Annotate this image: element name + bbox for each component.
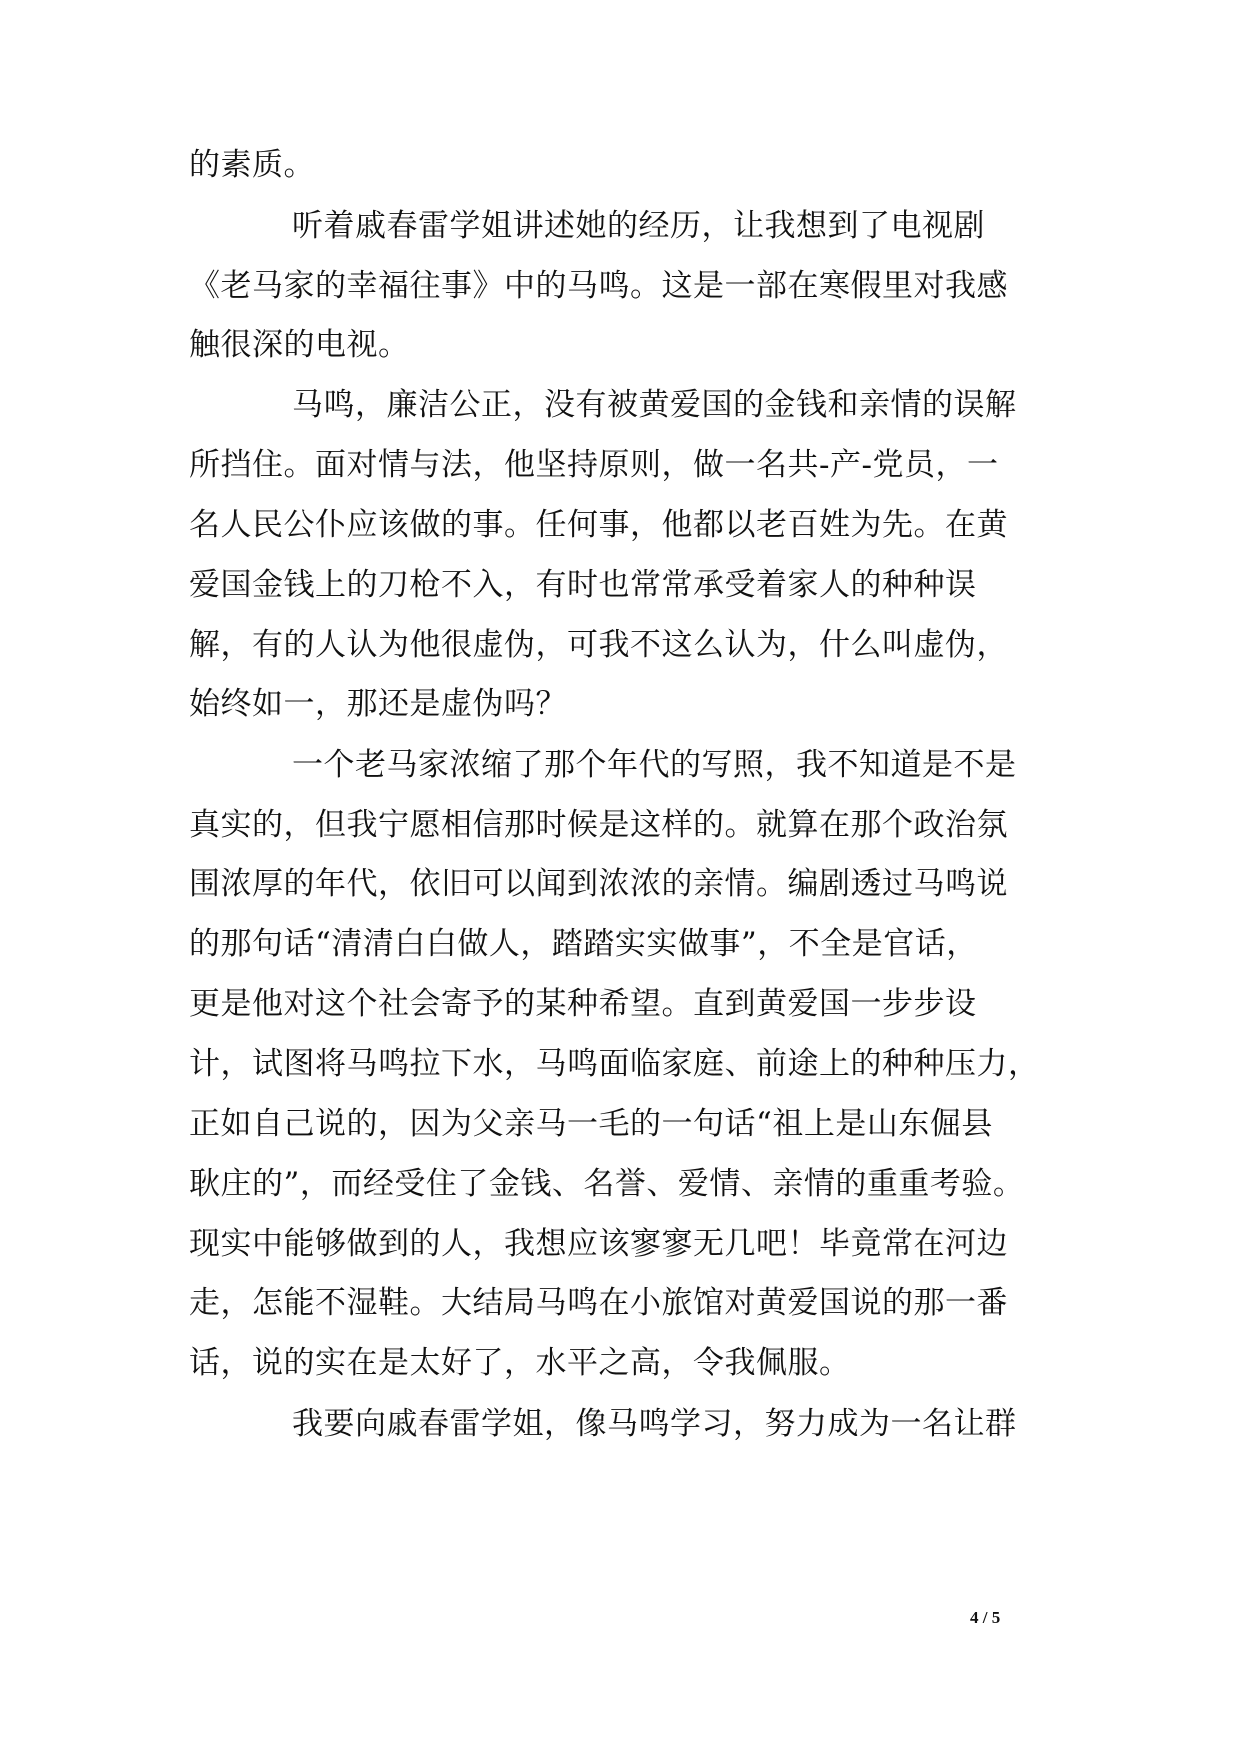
text-line: 真实的，但我宁愿相信那时候是这样的。就算在那个政治氛 [189,807,1008,843]
text-line: 所挡住。面对情与法，他坚持原则，做一名共-产-党员，一 [189,447,999,483]
paragraph-start-line: 听着戚春雷学姐讲述她的经历，让我想到了电视剧 [292,208,985,244]
text-line: 计，试图将马鸣拉下水，马鸣面临家庭、前途上的种种压力， [189,1046,1040,1082]
text-line: 更是他对这个社会寄予的某种希望。直到黄爱国一步步设 [189,986,977,1022]
paragraph-start-line: 我要向戚春雷学姐，像马鸣学习，努力成为一名让群 [292,1406,1017,1442]
text-line: 正如自己说的，因为父亲马一毛的一句话“祖上是山东倔县 [189,1106,993,1142]
text-line: 解，有的人认为他很虚伪，可我不这么认为，什么叫虚伪， [189,627,1008,663]
paragraph-start-line: 马鸣，廉洁公正，没有被黄爱国的金钱和亲情的误解 [292,387,1017,423]
text-line: 围浓厚的年代，依旧可以闻到浓浓的亲情。编剧透过马鸣说 [189,866,1008,902]
text-line: 爱国金钱上的刀枪不入，有时也常常承受着家人的种种误 [189,567,977,603]
page-number: 4 / 5 [970,1608,1001,1627]
text-line: 耿庄的”，而经受住了金钱、名誉、爱情、亲情的重重考验。 [189,1166,1025,1202]
text-line: 名人民公仆应该做的事。任何事，他都以老百姓为先。在黄 [189,507,1008,543]
text-line: 现实中能够做到的人，我想应该寥寥无几吧！毕竟常在河边 [189,1226,1008,1262]
text-line: 话，说的实在是太好了，水平之高，令我佩服。 [189,1345,851,1381]
text-line: 触很深的电视。 [189,327,410,363]
text-line: 《老马家的幸福往事》中的马鸣。这是一部在寒假里对我感 [189,268,1008,304]
paragraph-start-line: 一个老马家浓缩了那个年代的写照，我不知道是不是 [292,747,1017,783]
text-line: 走，怎能不湿鞋。大结局马鸣在小旅馆对黄爱国说的那一番 [189,1285,1008,1321]
text-line: 的素质。 [189,147,315,183]
text-line: 始终如一，那还是虚伪吗？ [189,686,567,722]
text-line: 的那句话“清清白白做人，踏踏实实做事”，不全是官话， [189,926,978,962]
